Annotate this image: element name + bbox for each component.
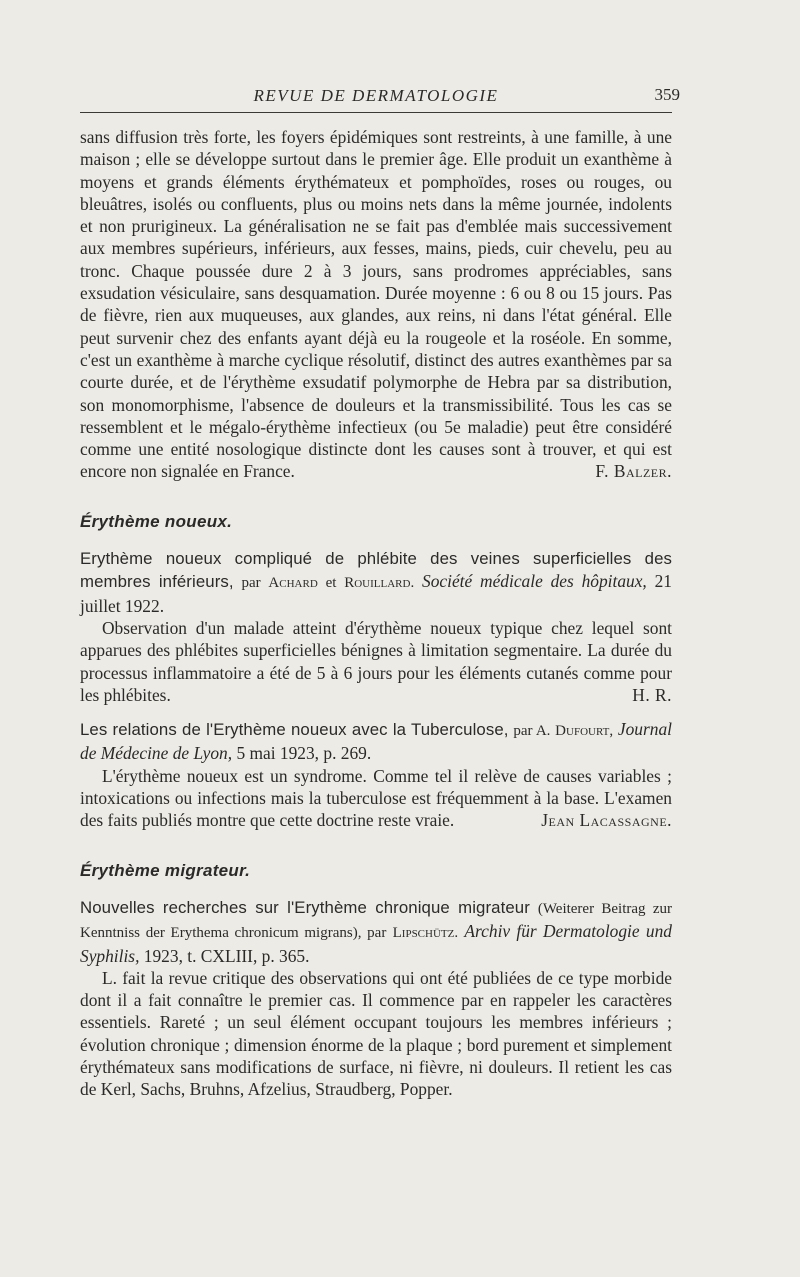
entry-heading [80,547,672,617]
intro-paragraph [80,126,672,483]
section-title-erytheme-migrateur: Érythème migrateur. [80,860,251,880]
entry-author: Dufourt, [555,723,614,740]
entry-by: par A. [513,723,551,740]
entry-signature: H. R. [632,684,672,705]
review-entry-achard [80,547,672,706]
entry-heading [80,718,672,765]
running-title: REVUE DE DERMATOLOGIE [253,86,499,105]
entry-title: Nouvelles recherches sur l'Erythème chronique migrateur [80,897,530,917]
entry-date: 21 juillet 1922. [80,571,672,616]
page-number: 359 [654,85,680,104]
entry-signature: Jean Lacassagne. [541,810,672,831]
entry-author: Rouillard. [344,575,415,592]
entry-body [80,617,672,706]
entry-reference: 1923, t. CXLIII, p. 365. [143,945,310,966]
entry-body [80,765,672,832]
review-entry-dufourt [80,718,672,831]
entry-title: Les relations de l'Erythème noueux avec la Tuberculose, [80,720,509,740]
running-header [80,84,680,113]
entry-title: Erythème noueux compliqué de phlébite des veines superficielles des membres inférieurs, [80,549,672,592]
intro-text: sans diffusion très forte, les foyers épidémiques sont restreints, à une famille, à une maison ; elle se développe surtout dans le premier âge. Elle produit un exanthème à moyens et grands éléments érythémateux et pomphoïdes, roses ou rouges, ou bleuâtres, isolés ou confluents, plus ou moins nets dans la même journée, indolents et non prurigineux. La généralisation ne se fait pas d'emblée mais successivement aux membres supérieurs, inférieurs, aux fesses, mains, pieds, cuir chevelu, peu au tronc. Chaque poussée dure 2 à 3 jours, sans prodromes appréciables, sans exsudation vésiculaire, sans desquamation. Durée moyenne : 6 ou 8 ou 15 jours. Pas de fièvre, rien aux muqueuses, aux glandes, aux reins, ni dans l'état général. Elle peut survenir chez des enfants ayant déjà eu la rougeole et la roséole. En somme, c'est un exanthème à marche cyclique résolutif, distinct des autres exanthèmes par sa courte durée, et de l'érythème exsudatif polymorphe de Hebra par sa distribution, son monomorphisme, l'absence de douleurs et la transmissibilité. Tous les cas se ressemblent et le mégalo-érythème infectieux (ou 5e maladie) peut être considéré comme une entité nosologique distincte dont les causes sont à trouver, et qui est encore non signalée en France. [80,127,672,482]
entry-journal: Société médicale des hôpitaux, [422,571,647,592]
entry-body-text: L'érythème noueux est un syndrome. Comme tel il relève de causes variables ; intoxications ou infections mais la tuberculose est fréquemment à la base. L'examen des faits publiés montre que cette doctrine reste vraie. [80,765,672,831]
entry-author: Lipschütz. [392,925,459,942]
entry-and: et [325,575,337,592]
entry-date: 5 mai 1923, p. 269. [236,743,372,764]
entry-author: Achard [268,575,318,592]
entry-body-text: Observation d'un malade atteint d'érythème noueux typique chez lequel sont apparues des phlébites superficielles bénignes à limitation segmentaire. La durée du processus inflammatoire a été de 5 à 6 jours pour les éléments cutanés comme pour les phlébites. [80,617,672,705]
review-entry-lipschutz [80,896,672,1101]
intro-signature: F. Balzer. [595,461,672,482]
entry-journal: Journal de Médecine de Lyon, [80,719,672,764]
entry-by: par [241,575,261,592]
section-title-erytheme-noueux: Érythème noueux. [80,511,233,531]
entry-german-title: (Weiterer Beitrag zur Kenntniss der Erythema chronicum migrans), par [80,900,672,942]
entry-heading [80,896,672,967]
entry-journal: Archiv für Dermatologie und Syphilis, [80,921,672,966]
entry-body: L. fait la revue critique des observations qui ont été publiées de ce type morbide dont il a fait connaître le premier cas. Il commence par en rappeler les caractères essentiels. Rareté ; un seul élément occupant toujours les membres inférieurs ; évolution chronique ; dimension énorme de la plaque ; bord purement et simplement érythémateux sans modifications de surface, ni fièvre, ni douleurs. Il retient les cas de Kerl, Sachs, Bruhns, Afzelius, Straudberg, Popper. [80,967,672,1100]
page-content [80,126,672,1101]
